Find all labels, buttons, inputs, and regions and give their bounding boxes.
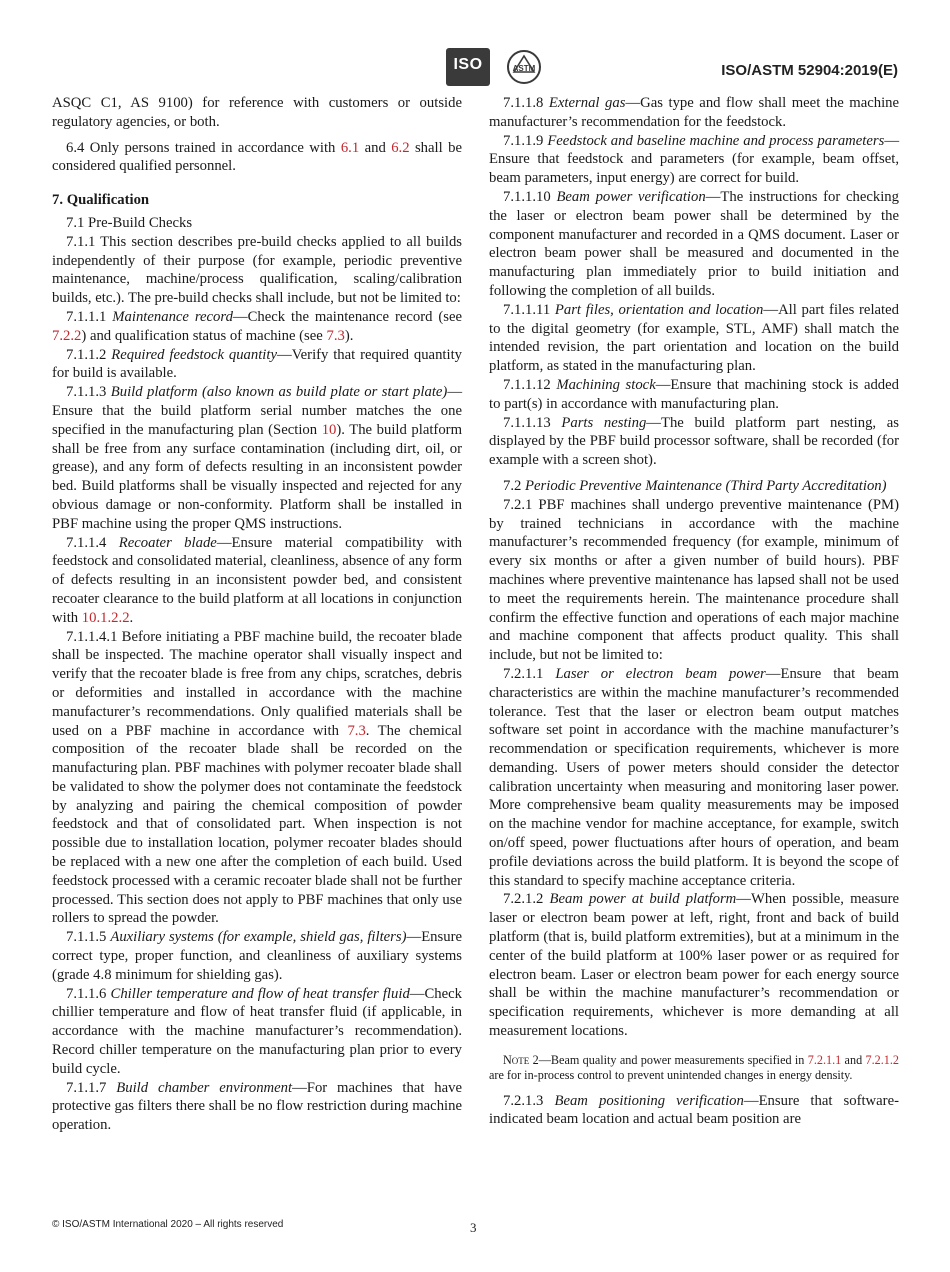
paragraph-7-1-1-4: 7.1.1.4 Recoater blade—Ensure material compatibility with feedstock and consolidated material, cleanliness, absence of any form of defects resulting in an inconsistent powder bed, and consistent recoater clearance to the build platform at all locations in conjunction with 10.1.2.2.: [52, 534, 462, 626]
paragraph-7-1-1: 7.1.1 This section describes pre-build checks applied to all builds independently of their purpose (for example, periodic preventive maintenance, machine/process qualification, scaling/calibration builds, etc.). The pre-build checks shall include, but not be limited to:: [52, 233, 462, 307]
paragraph-7-1-1-7: 7.1.1.7 Build chamber environment—For machines that have protective gas filters there shall be no flow restriction during machine operation.: [52, 1079, 463, 1134]
ref-link-7-2-1-2[interactable]: 7.2.1.2: [865, 1052, 900, 1067]
paragraph-7-1-1-12: 7.1.1.12 Machining stock—Ensure that machining stock is added to part(s) in accordance with manufacturing plan.: [489, 376, 900, 412]
paragraph-7-2-1-3: 7.2.1.3 Beam positioning verification—Ensure that software-indicated beam location and actual beam position are: [489, 1092, 899, 1128]
ref-link-6-2[interactable]: 6.2: [391, 139, 410, 156]
paragraph-7-2-1: 7.2.1 PBF machines shall undergo preventive maintenance (PM) by trained technicians in accordance with the machine manufacturer’s recommended frequency (for example, minimum of every six months or after a given number of build hours). PBF machines where preventive maintenance has lapsed shall not be used to meet the requirements herein. The maintenance procedure shall confirm the effective function and operations of each major machine and machine component that affects product quality. This shall include, but not be limited to:: [489, 496, 899, 664]
paragraph-7-2-1-1: 7.2.1.1 Laser or electron beam power—Ensure that beam characteristics are within the machine manufacturer’s recommended tolerance. Test that the laser or electron beam output matches software set point in accordance with the machine manufacturer’s recommendation or specification requirements, whichever is more demanding. Users of power meters should consider the detector calibration uncertainty when measuring and monitoring laser power. More comprehensive beam quality measurements may be imposed on the machine vendor for machine acceptance, for example, switch on/off speed, power fluctuations after hours of operation, and beam profile deviations across the build platform. It is beyond the scope of this standard to specify machine acceptance criteria.: [489, 665, 899, 889]
page-number: 3: [470, 1220, 477, 1235]
paragraph-7-1-1-6: 7.1.1.6 Chiller temperature and flow of heat transfer fluid—Check chillier temperature and flow of heat transfer fluid (if applicable, in accordance with the machine manufacturer’s recommendation). Record chiller temperature on the manufacturing plan prior to every build cycle.: [52, 985, 463, 1077]
paragraph-7-1-1-11: 7.1.1.11 Part files, orientation and location—All part files related to the digital geometry (for example, STL, AMF) shall match the intended revision, the part orientation and location on the build platform, as stated in the manufacturing plan.: [489, 301, 899, 375]
ref-link-10[interactable]: 10: [321, 421, 337, 438]
paragraph-7-1-1-9: 7.1.1.9 Feedstock and baseline machine and process parameters—Ensure that feedstock and parameters (for example, beam offset, beam parameters, input energy) are correct for build.: [489, 132, 900, 187]
svg-text:ASTM: ASTM: [512, 64, 536, 73]
ref-link-7-3[interactable]: 7.3: [326, 327, 345, 344]
paragraph-6-4: 6.4 Only persons trained in accordance with 6.1 and 6.2 shall be considered qualified personnel.: [52, 139, 462, 175]
paragraph-7-1-1-1: 7.1.1.1 Maintenance record—Check the maintenance record (see 7.2.2) and qualification status of machine (see 7.3).: [52, 308, 462, 344]
paragraph-7-1-1-4-1: 7.1.1.4.1 Before initiating a PBF machine build, the recoater blade shall be inspected. The machine operator shall visually inspect and verify that the recoater blade is free from any chips, scratches, debris or deformities and installed in accordance with the machine manufacturer’s recommendations. Only qualified materials shall be used on a PBF machine in accordance with 7.3. The chemical composition of the recoater blade shall be recorded on the manufacturing plan. PBF machines with polymer recoater blade shall be validated to show the polymer does not contaminate the feedstock by analyzing and pairing the chemical composition of powder feedstock and that of consolidated part. When inspection is not possible due to installation location, polymer recoater blades should be replaced with a new one after the completion of each build. Used feedstock processed with a ceramic recoater blade shall not be further processed. This section does not apply to PBF machines that only use rollers to spread the powder.: [52, 628, 463, 927]
paragraph-7-1-1-5: 7.1.1.5 Auxiliary systems (for example, shield gas, filters)—Ensure correct type, proper function, and cleanliness of auxiliary systems (grade 4.8 minimum for shielding gas).: [52, 929, 462, 983]
ref-link-6-1[interactable]: 6.1: [340, 139, 360, 156]
paragraph-7-1-1-8: 7.1.1.8 External gas—Gas type and flow shall meet the machine manufacturer’s recommendation for the feedstock.: [489, 95, 900, 130]
paragraph-7-2-1-2: 7.2.1.2 Beam power at build platform—When possible, measure laser or electron beam power at left, right, front and back of build platform (that is, build platform extremities), but at a minimum in the center of the build platform at 100% laser power or as required for electron beam. Laser or electron beam power for each energy source shall be within the machine manufacturer’s recommendation or specification requirements, whichever is more demanding at all measurement locations.: [489, 891, 900, 1040]
paragraph-7-1-1-10: 7.1.1.10 Beam power verification—The instructions for checking the laser or electron beam power shall be determined by the component manufacturer and recorded in a QMS document. Laser or electron beam power shall be measured and documented in the manufacturing plan immediately prior to build initiation and following the completion of all builds.: [489, 188, 899, 299]
ref-link-7-3-b[interactable]: 7.3: [347, 722, 366, 739]
section-heading-7: 7. Qualification: [52, 192, 150, 209]
paragraph-7-1: 7.1 Pre-Build Checks: [66, 214, 193, 231]
ref-link-7-2-2[interactable]: 7.2.2: [52, 327, 82, 344]
paragraph-continued: ASQC C1, AS 9100) for reference with customers or outside regulatory agencies, or both.: [52, 95, 462, 130]
right-column: [489, 94, 899, 1129]
paragraph-7-1-1-13: 7.1.1.13 Parts nesting—The build platform part nesting, as displayed by the PBF build processor software, shall be recorded (for example with a screen shot).: [489, 414, 899, 469]
note-2: Note 2—Beam quality and power measurements specified in 7.2.1.1 and 7.2.1.2 are for in-process control to prevent unintended changes in energy density.: [489, 1052, 900, 1083]
left-column: [52, 94, 462, 1135]
ref-link-10-1-2-2[interactable]: 10.1.2.2: [81, 609, 130, 626]
paragraph-7-2: 7.2 Periodic Preventive Maintenance (Third Party Accreditation): [503, 477, 887, 494]
footer-copyright: © ISO/ASTM International 2020 – All rights reserved: [52, 1219, 284, 1230]
paragraph-7-1-1-3: 7.1.1.3 Build platform (also known as build plate or start plate)—Ensure that the build platform serial number matches the one specified in the manufacturing plan (Section 10). The build platform shall be free from any surface contamination (including dirt, oil, or grease), and any form of defects resulting in an inconsistent powder bed. Build platforms shall be visually inspected and rejected for any obvious damage or non-conformity. Platform shall be installed in PBF machine using the proper QMS instructions.: [52, 384, 462, 532]
iso-astm-logos: [446, 48, 544, 86]
ref-link-7-2-1-1[interactable]: 7.2.1.1: [807, 1052, 842, 1067]
document-code: ISO/ASTM 52904:2019(E): [721, 62, 898, 79]
paragraph-7-1-1-2: 7.1.1.2 Required feedstock quantity—Verify that required quantity for build is available.: [52, 346, 463, 382]
iso-logo-icon: ISO: [446, 48, 490, 86]
astm-logo-icon: [504, 48, 544, 86]
